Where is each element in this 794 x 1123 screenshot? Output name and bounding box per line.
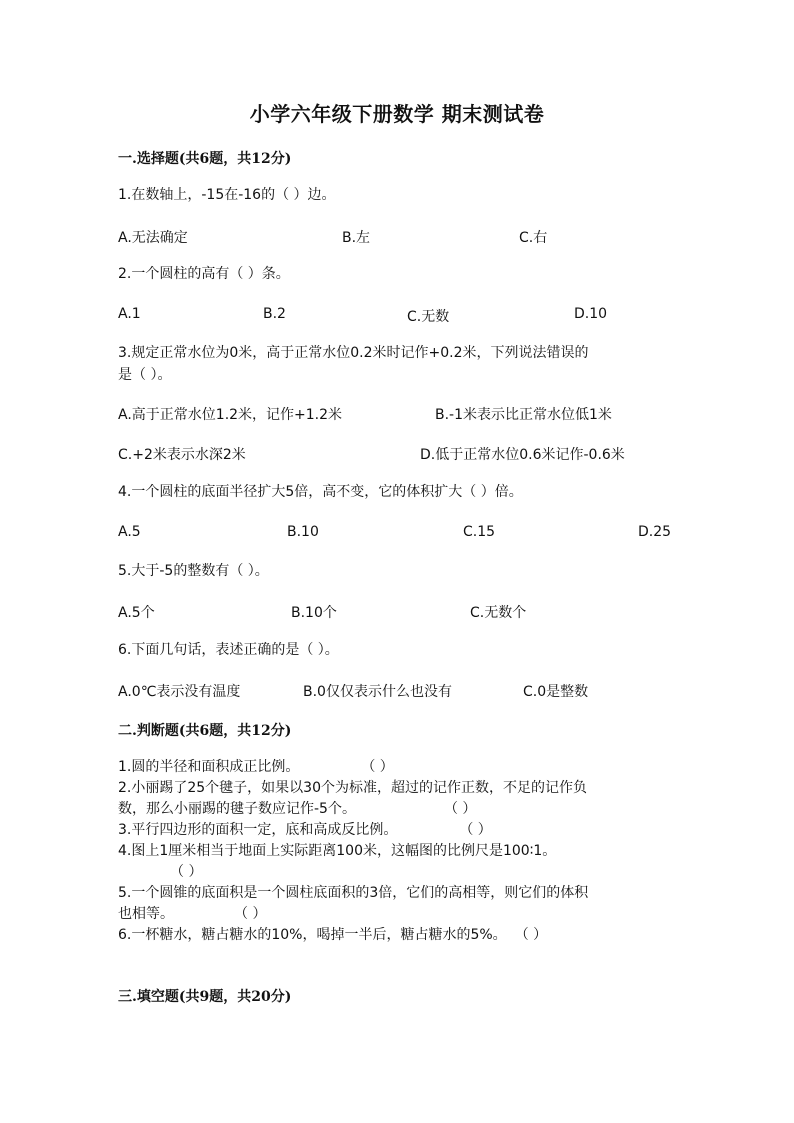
question-6-option-b: B.0仅仅表示什么也没有: [303, 684, 452, 700]
tf-item-2-line1: 2.小丽踢了25个毽子，如果以30个为标准，超过的记作正数，不足的记作负: [118, 780, 587, 796]
question-2-option-d: D.10: [574, 306, 608, 322]
section-heading-choice: 一.选择题(共6题，共12分): [118, 151, 292, 167]
question-3-option-d: D.低于正常水位0.6米记作-0.6米: [420, 447, 625, 463]
tf-item-4-line1: 4.图上1厘米相当于地面上实际距离100米，这幅图的比例尺是100∶1。: [118, 843, 557, 859]
question-5-option-a: A.5个: [118, 605, 155, 621]
tf-item-5-answer-bracket[interactable]: （ ）: [234, 906, 267, 922]
question-4-option-b: B.10: [287, 524, 319, 540]
tf-item-5-line1: 5.一个圆锥的底面积是一个圆柱底面积的3倍，它们的高相等，则它们的体积: [118, 885, 589, 901]
question-2-option-b: B.2: [263, 306, 286, 322]
question-4-option-c: C.15: [463, 524, 496, 540]
question-4-option-a: A.5: [118, 524, 141, 540]
question-6-option-c: C.0是整数: [523, 684, 589, 700]
question-2-option-c: C.无数: [407, 309, 450, 325]
question-1-option-c: C.右: [519, 230, 548, 246]
tf-item-5: [118, 904, 678, 925]
question-4-stem: 4.一个圆柱的底面半径扩大5倍，高不变，它的体积扩大（ ）倍。: [118, 484, 523, 500]
tf-item-3-answer-bracket[interactable]: （ ）: [459, 822, 492, 838]
question-6-option-a: A.0℃表示没有温度: [118, 684, 241, 700]
tf-item-3-text: 3.平行四边形的面积一定，底和高成反比例。: [118, 822, 398, 838]
section-heading-fill-blank: 三.填空题(共9题，共20分): [118, 989, 292, 1005]
question-1-stem: 1.在数轴上，-15在-16的（ ）边。: [118, 187, 336, 203]
tf-item-2: [118, 799, 678, 820]
page-title: 小学六年级下册数学 期末测试卷: [249, 102, 545, 126]
question-3-stem-line1: 3.规定正常水位为0米，高于正常水位0.2米时记作+0.2米，下列说法错误的: [118, 345, 589, 361]
tf-item-4: [118, 862, 678, 883]
question-5-option-b: B.10个: [291, 605, 337, 621]
tf-item-1: [118, 757, 678, 778]
question-1-option-b: B.左: [342, 230, 371, 246]
tf-item-5-text: 也相等。: [118, 906, 174, 922]
tf-item-1-text: 1.圆的半径和面积成正比例。: [118, 759, 300, 775]
question-3-option-b: B.-1米表示比正常水位低1米: [435, 407, 612, 423]
question-5-option-c: C.无数个: [470, 605, 527, 621]
tf-item-2-text: 数，那么小丽踢的毽子数应记作-5个。: [118, 801, 356, 817]
tf-item-3: [118, 820, 678, 841]
section-heading-true-false: 二.判断题(共6题，共12分): [118, 723, 292, 739]
tf-item-2-answer-bracket[interactable]: （ ）: [443, 801, 477, 817]
tf-item-6-answer-bracket[interactable]: （ ）: [514, 927, 548, 943]
question-6-stem: 6.下面几句话，表述正确的是（ ）。: [118, 642, 339, 658]
question-4-option-d: D.25: [638, 524, 672, 540]
tf-item-1-answer-bracket[interactable]: （ ）: [361, 759, 394, 775]
question-3-option-c: C.+2米表示水深2米: [118, 447, 246, 463]
tf-item-4-answer-bracket[interactable]: （ ）: [170, 864, 203, 880]
question-5-stem: 5.大于-5的整数有（ ）。: [118, 563, 269, 579]
question-1-option-a: A.无法确定: [118, 230, 188, 246]
tf-item-6-text: 6.一杯糖水，糖占糖水的10%，喝掉一半后，糖占糖水的5%。: [118, 927, 507, 943]
question-2-stem: 2.一个圆柱的高有（ ）条。: [118, 266, 290, 282]
question-3-stem-line2: 是（ ）。: [118, 367, 172, 383]
question-2-option-a: A.1: [118, 306, 141, 322]
tf-item-6: [118, 925, 678, 946]
question-3-option-a: A.高于正常水位1.2米，记作+1.2米: [118, 407, 343, 423]
